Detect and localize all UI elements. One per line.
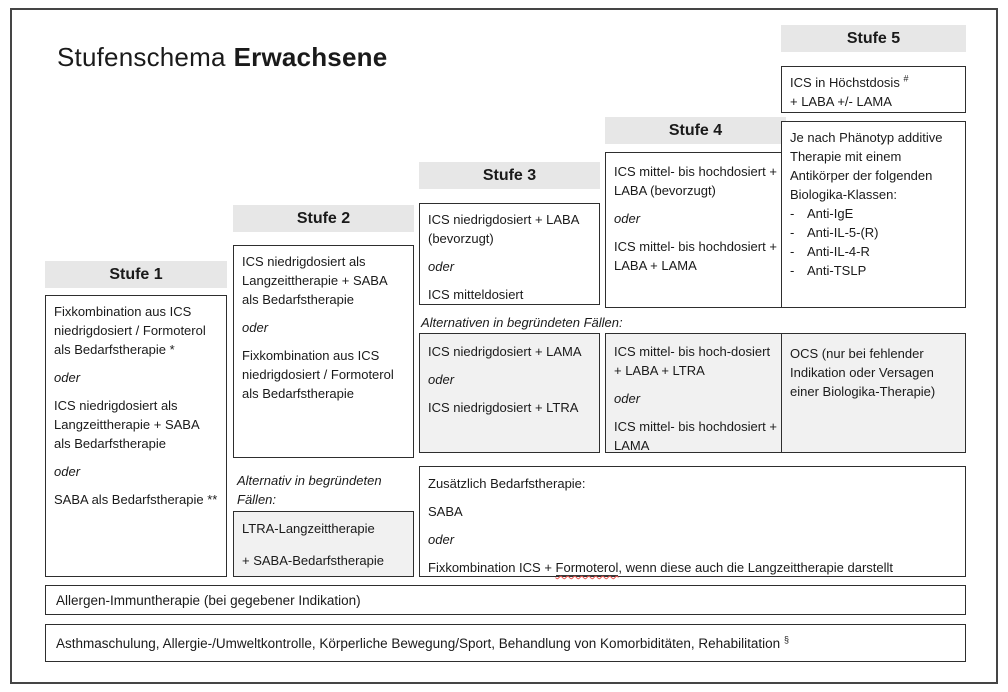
therapy-option — [790, 73, 957, 111]
therapy-option: + SABA-Bedarfstherapie — [242, 553, 384, 568]
alternatives-heading: Alternativen in begründeten Fällen: — [421, 315, 623, 330]
step-5-ocs-box — [781, 333, 966, 453]
therapy-option-text: ICS in Höchstdosis — [790, 75, 900, 90]
basic-measures-label: Asthmaschulung, Allergie-/Umweltkontrolle, Körperliche Bewegung/Sport, Behandlung von Komorbiditäten, Rehabilitation — [56, 635, 781, 651]
step-4-main-box — [605, 152, 786, 308]
therapy-option: ICS niedrigdosiert + LTRA — [428, 400, 579, 415]
biologics-intro: Je nach Phänotyp additive Therapie mit einem Antikörper der folgenden Biologika-Klassen: — [790, 130, 943, 202]
step-5-biologics-box — [781, 121, 966, 308]
step-2-main-box — [233, 245, 414, 458]
oder-separator: oder — [614, 211, 641, 226]
therapy-option — [428, 558, 957, 577]
page-title — [57, 42, 387, 73]
biologic-class: Anti-IgE — [807, 206, 854, 221]
step-3-header: Stufe 3 — [419, 162, 600, 189]
therapy-option-text: + LABA +/- LAMA — [790, 94, 892, 109]
therapy-option: SABA — [428, 504, 463, 519]
therapy-option: OCS (nur bei fehlender Indikation oder Versagen einer Biologika-Therapie) — [790, 346, 936, 399]
biologic-class: Anti-TSLP — [807, 263, 867, 278]
therapy-option: ICS mittel- bis hochdosiert + LAMA — [614, 419, 777, 453]
biologic-class: Anti-IL-4-R — [807, 244, 870, 259]
oder-separator: oder — [428, 532, 455, 547]
step-5-header: Stufe 5 — [781, 25, 966, 52]
biologic-class: Anti-IL-5-(R) — [807, 225, 879, 240]
therapy-option: Fixkombination aus ICS niedrigdosiert / Formoterol als Bedarfstherapie * — [54, 304, 206, 357]
step-2-alternatives-label: Alternativ in begründeten Fällen: — [237, 473, 382, 507]
footnote-marker: # — [903, 73, 909, 84]
step-2-alternatives-box — [233, 511, 414, 577]
list-item — [790, 242, 957, 261]
basic-measures-text — [56, 636, 789, 651]
therapy-option: SABA als Bedarfstherapie ** — [54, 492, 218, 507]
list-bullet: - — [790, 225, 795, 240]
list-bullet: - — [790, 206, 795, 221]
oder-separator: oder — [614, 391, 641, 406]
reliever-therapy-box — [419, 466, 966, 577]
list-item — [790, 223, 957, 242]
therapy-option: ICS niedrigdosiert als Langzeittherapie + SABA als Bedarfstherapie — [54, 398, 199, 451]
step-1-main-box — [45, 295, 227, 577]
therapy-option: ICS mittel- bis hochdosiert + LABA + LAMA — [614, 239, 777, 273]
page-title-bold: Erwachsene — [233, 42, 388, 72]
reliever-line2-prefix: Fixkombination ICS + — [428, 560, 556, 575]
therapy-option: ICS niedrigdosiert + LAMA — [428, 344, 582, 359]
oder-separator: oder — [242, 320, 269, 335]
therapy-option: ICS mittel- bis hoch-dosiert + LABA + LTRA — [614, 344, 771, 378]
therapy-option: Fixkombination aus ICS niedrigdosiert / Formoterol als Bedarfstherapie — [242, 348, 394, 401]
therapy-option: ICS niedrigdosiert + LABA (bevorzugt) — [428, 212, 579, 246]
oder-separator: oder — [428, 372, 455, 387]
list-bullet: - — [790, 244, 795, 259]
step-1-header: Stufe 1 — [45, 261, 227, 288]
step-5-top-box — [781, 66, 966, 113]
oder-separator: oder — [428, 259, 455, 274]
immunotherapy-row — [45, 585, 966, 615]
immunotherapy-text: Allergen-Immuntherapie (bei gegebener Indikation) — [56, 592, 361, 608]
basic-measures-row — [45, 624, 966, 662]
step-2-header: Stufe 2 — [233, 205, 414, 232]
therapy-option: ICS mittel- bis hochdosiert + LABA (bevorzugt) — [614, 164, 777, 198]
oder-separator: oder — [54, 370, 81, 385]
list-bullet: - — [790, 263, 795, 278]
reliever-line2-suffix: , wenn diese auch die Langzeittherapie darstellt — [618, 560, 894, 575]
step-4-alternatives-box — [605, 333, 786, 453]
list-item — [790, 204, 957, 223]
step-3-main-box — [419, 203, 600, 305]
step-3-alternatives-box — [419, 333, 600, 453]
footnote-marker: § — [783, 634, 789, 644]
therapy-option: LTRA-Langzeittherapie — [242, 521, 375, 536]
reliever-title: Zusätzlich Bedarfstherapie: — [428, 476, 586, 491]
spellcheck-marked-word: Formoterol — [555, 560, 619, 575]
therapy-option: ICS niedrigdosiert als Langzeittherapie + SABA als Bedarfstherapie — [242, 254, 387, 307]
list-item — [790, 261, 957, 280]
oder-separator: oder — [54, 464, 81, 479]
therapy-option: ICS mitteldosiert — [428, 287, 524, 302]
page-title-prefix: Stufenschema — [57, 42, 226, 72]
step-4-header: Stufe 4 — [605, 117, 786, 144]
